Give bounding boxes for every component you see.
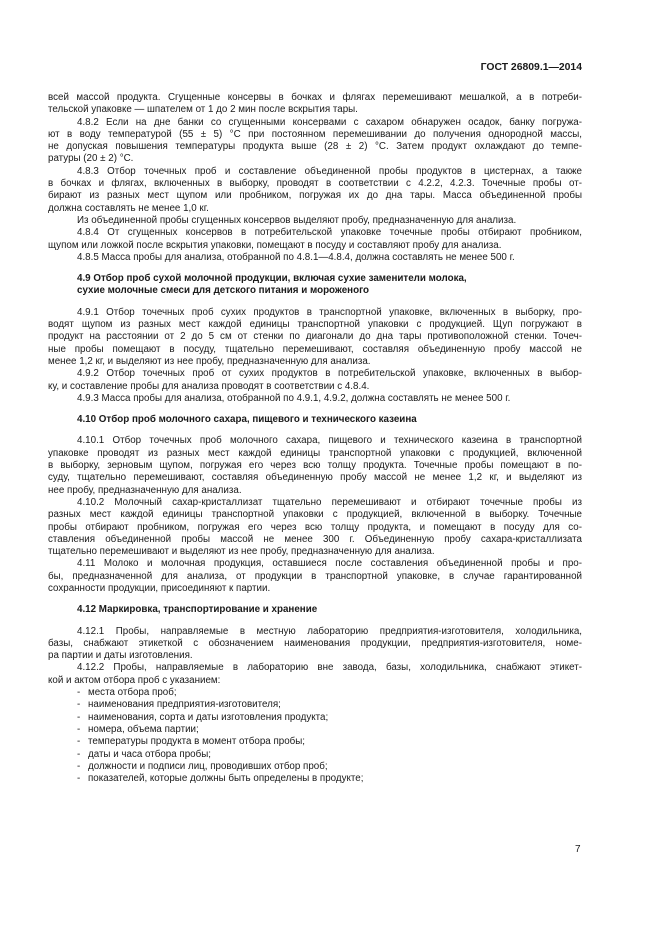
- page-number: 7: [575, 844, 581, 855]
- section-spacer: [48, 617, 582, 626]
- list-item: [48, 761, 582, 773]
- paragraph: [48, 227, 582, 252]
- paragraph: [48, 252, 582, 264]
- text-line: ставления объединенной пробы массой не менее 300 г. Объединенную пробу сахара-кристаллизата: [48, 533, 582, 545]
- text-line: 4.10.2 Молочный сахар-кристаллизат тщательно перемешивают и отбирают точечные пробы из: [77, 496, 582, 508]
- section-heading: [48, 604, 582, 616]
- section-spacer: [48, 405, 582, 414]
- text-line: ра партии и даты изготовления.: [48, 650, 193, 662]
- paragraph: [48, 435, 582, 496]
- text-line: в бочках и флягах, включенных в выборку, проводят в соответствии с 4.2.2, 4.2.3. Точечные пробы от-: [48, 178, 582, 190]
- list-item: [48, 773, 582, 785]
- list-item: [48, 712, 582, 724]
- text-line: не допуская повышения температуры продукта выше (28 ± 2) °С. Затем продукт охлаждают до темпе-: [48, 141, 582, 153]
- list-item-text: должности и подписи лиц, проводивших отбор проб;: [88, 760, 328, 772]
- text-line: пробы отбирают пробником, погружая его через всю толщу продукта, и помещают в посуду для со-: [48, 521, 582, 533]
- list-item-text: даты и часа отбора пробы;: [88, 748, 211, 760]
- list-dash: -: [77, 773, 81, 785]
- section-spacer: [48, 595, 582, 604]
- list-dash: -: [77, 687, 81, 699]
- paragraph: [48, 92, 582, 117]
- list-dash: -: [77, 723, 81, 735]
- list-item-text: наименования, сорта и даты изготовления продукта;: [88, 711, 329, 723]
- text-line: 4.12.1 Пробы, направляемые в местную лабораторию предприятия-изготовителя, холодильника,: [77, 625, 582, 637]
- text-line: суду, тщательно перемешивают, составляя объединенную пробу массой не менее 1,2 кг, и выделяют из: [48, 472, 582, 484]
- document-body: [48, 92, 582, 785]
- text-line: кой и актом отбора проб с указанием:: [48, 674, 221, 686]
- paragraph: [48, 215, 582, 227]
- text-line: Из объединенной пробы сгущенных консервов выделяют пробу, предназначенную для анализа.: [77, 214, 517, 226]
- list-item-text: номера, объема партии;: [88, 723, 199, 735]
- paragraph: [48, 393, 582, 405]
- list-dash: -: [77, 760, 81, 772]
- paragraph: [48, 117, 582, 166]
- text-line: сухие молочные смеси для детского питания и мороженого: [77, 285, 370, 297]
- text-line: 4.10.1 Отбор точечных проб молочного сахара, пищевого и технического казеина в транспортной: [77, 435, 582, 447]
- list-dash: -: [77, 736, 81, 748]
- section-heading: [48, 414, 582, 426]
- text-line: 4.10 Отбор проб молочного сахара, пищевого и технического казеина: [77, 414, 417, 426]
- section-spacer: [48, 264, 582, 273]
- text-line: базы, снабжают этикеткой с обозначением наименования продукции, предприятия-изготовителя, номе-: [48, 637, 582, 649]
- list-dash: -: [77, 711, 81, 723]
- text-line: должна составлять не менее 1,0 кг.: [48, 202, 209, 214]
- text-line: бы, предназначенной для анализа, от продукции в транспортной упаковке, в случае гарантированной: [48, 570, 582, 582]
- text-line: 4.9 Отбор проб сухой молочной продукции, включая сухие заменители молока,: [77, 273, 467, 285]
- paragraph: [48, 166, 582, 215]
- text-line: водят щупом из разных мест каждой единицы транспортной упаковки с продукцией. Щуп погружают в: [48, 319, 582, 331]
- paragraph: [48, 558, 582, 595]
- list-item-text: температуры продукта в момент отбора пробы;: [88, 736, 306, 748]
- text-line: ные пробы помещают в посуду, тщательно перемешивают, составляя объединенную пробу массой не: [48, 343, 582, 355]
- text-line: нее пробу, предназначенную для анализа.: [48, 484, 242, 496]
- paragraph: [48, 497, 582, 558]
- paragraph: [48, 662, 582, 687]
- text-line: тельской упаковке — шпателем от 1 до 2 мин после вскрытия тары.: [48, 104, 358, 116]
- paragraph: [48, 307, 582, 368]
- text-line: в выборку, зерновым щупом, погружая его через всю толщу продукта. Точечные пробы помещают в по-: [48, 460, 582, 472]
- text-line: 4.9.1 Отбор точечных проб сухих продуктов в транспортной упаковке, включенных в выборку, про-: [77, 306, 582, 318]
- text-line: 4.8.2 Если на дне банки со сгущенными консервами с сахаром обнаружен осадок, банку погружа-: [77, 116, 582, 128]
- text-line: продукт на расстоянии от 2 до 5 см от стенки по диагонали до дна тары противоположной стенки. Точеч-: [48, 331, 582, 343]
- text-line: 4.9.3 Масса пробы для анализа, отобранной по 4.9.1, 4.9.2, должна составлять не менее 500 г.: [77, 392, 511, 404]
- list-item: [48, 724, 582, 736]
- text-line: тщательно перемешивают и выделяют из нее пробу, предназначенную для анализа.: [48, 546, 435, 558]
- text-line: ку, и составление пробы для анализа проводят в соответствии с 4.8.4.: [48, 380, 370, 392]
- text-line: всей массой продукта. Сгущенные консервы в бочках и флягах перемешивают мешалкой, а в потреби-: [48, 92, 582, 103]
- list-dash: -: [77, 748, 81, 760]
- paragraph: [48, 626, 582, 663]
- list-item: [48, 749, 582, 761]
- list-item: [48, 736, 582, 748]
- text-line: упаковке проводят из разных мест каждой единицы транспортной упаковки с продукцией, включенной: [48, 447, 582, 459]
- text-line: 4.8.3 Отбор точечных проб и составление объединенной пробы продуктов в цистернах, а также: [77, 165, 582, 177]
- text-line: щупом или ложкой после вскрытия упаковки, помещают в посуду и составляют пробу для анализа.: [48, 239, 502, 251]
- list-item-text: места отбора проб;: [88, 687, 177, 699]
- section-heading: [48, 273, 582, 298]
- list-item: [48, 687, 582, 699]
- text-line: ратуры (20 ± 2) °С.: [48, 153, 134, 165]
- list-item-text: показателей, которые должны быть определены в продукте;: [88, 773, 364, 785]
- text-line: 4.8.4 От сгущенных консервов в потребительской упаковке точечные пробы отбирают пробником,: [77, 227, 582, 239]
- list-item: [48, 699, 582, 711]
- text-line: менее 1,2 кг, и выделяют из нее пробу, предназначенную для анализа.: [48, 355, 371, 367]
- text-line: разных мест каждой единицы транспортной упаковки с продукцией, включенной в выборку. Точечные: [48, 509, 582, 521]
- list-item-text: наименования предприятия-изготовителя;: [88, 699, 281, 711]
- text-line: 4.12 Маркировка, транспортирование и хранение: [77, 604, 318, 616]
- section-spacer: [48, 426, 582, 435]
- paragraph: [48, 368, 582, 393]
- text-line: 4.11 Молоко и молочная продукция, оставшиеся после составления объединенной пробы и про-: [77, 558, 582, 570]
- text-line: сохранности продукции, присоединяют к партии.: [48, 582, 271, 594]
- text-line: бирают из разных мест щупом или пробником, погружая их до дна тары. Масса объединенной пробы: [48, 190, 582, 202]
- text-line: 4.8.5 Масса пробы для анализа, отобранной по 4.8.1—4.8.4, должна составлять не менее 500 г.: [77, 251, 515, 263]
- standard-designation: ГОСТ 26809.1—2014: [480, 62, 582, 73]
- section-spacer: [48, 298, 582, 307]
- text-line: ют в воду температурой (55 ± 5) °С при постоянном перемешивании до получения однородной массы,: [48, 128, 582, 140]
- text-line: 4.9.2 Отбор точечных проб от сухих продуктов в потребительской упаковке, включенных в выбор-: [77, 368, 582, 380]
- list-dash: -: [77, 699, 81, 711]
- text-line: 4.12.2 Пробы, направляемые в лабораторию вне завода, базы, холодильника, снабжают этикет-: [77, 662, 582, 674]
